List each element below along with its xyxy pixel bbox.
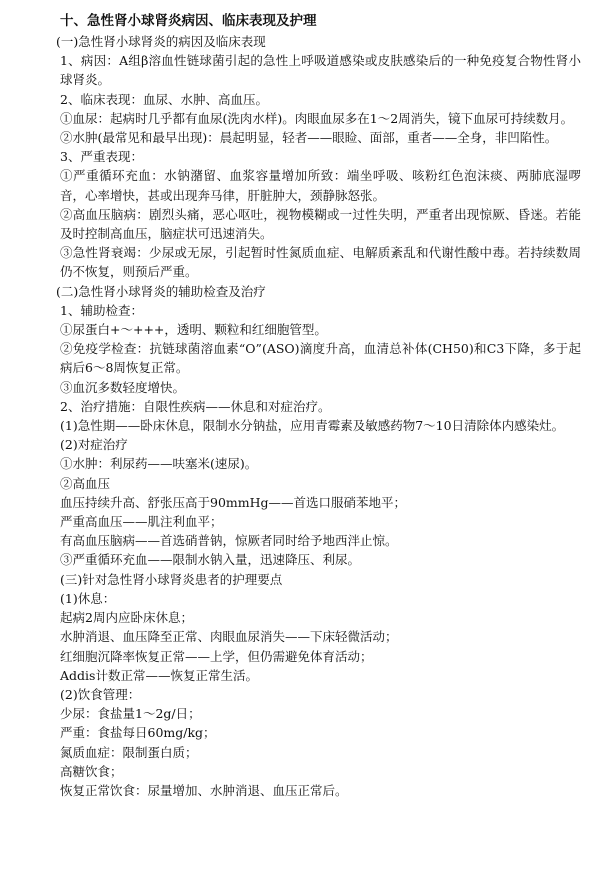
- paragraph: 红细胞沉降率恢复正常——上学，但仍需避免体育活动；: [60, 648, 373, 664]
- paragraph: ②免疫学检查：抗链球菌溶血素“O”(ASO)滴度升高，血清总补体(CH50)和C3下降，多于起病后6～8周恢复正常。: [60, 341, 581, 376]
- paragraph: ③严重循环充血——限制水钠入量，迅速降压、利尿。: [60, 552, 361, 568]
- paragraph: 高糖饮食；: [60, 763, 123, 779]
- paragraph: 严重：食盐每日60mg/kg；: [60, 725, 216, 741]
- paragraph: 3、严重表现：: [60, 149, 143, 165]
- page-title: 十、急性肾小球肾炎病因、临床表现及护理: [60, 13, 317, 29]
- paragraph: 起病2周内应卧床休息；: [60, 610, 193, 626]
- section-heading: (一)急性肾小球肾炎的病因及临床表现: [56, 34, 266, 49]
- paragraph: (2)饮食管理：: [60, 686, 141, 702]
- paragraph: (三)针对急性肾小球肾炎患者的护理要点: [60, 571, 283, 587]
- paragraph: ①严重循环充血：水钠潴留、血浆容量增加所致：端坐呼吸、咳粉红色泡沫痰、两肺底湿啰音，心率增快，甚或出现奔马律，肝脏肿大，颈静脉怒张。: [60, 168, 581, 203]
- paragraph: 2、治疗措施：自限性疾病——休息和对症治疗。: [60, 398, 331, 414]
- paragraph: (2)对症治疗: [60, 437, 128, 453]
- paragraph: ②高血压脑病：剧烈头痛，恶心呕吐，视物模糊或一过性失明，严重者出现惊厥、昏迷。若能及时控制高血压，脑症状可迅速消失。: [60, 206, 581, 242]
- document-body: [56, 32, 581, 800]
- paragraph: ①血尿：起病时几乎都有血尿(洗肉水样)。肉眼血尿多在1～2周消失，镜下血尿可持续数月。: [60, 110, 574, 126]
- paragraph: (1)休息：: [60, 590, 116, 606]
- paragraph: 水肿消退、血压降至正常、肉眼血尿消失——下床轻微活动；: [60, 629, 398, 645]
- paragraph: Addis计数正常——恢复正常生活。: [60, 667, 258, 683]
- paragraph: 氮质血症：限制蛋白质；: [60, 744, 198, 760]
- paragraph: ③血沉多数轻度增快。: [60, 379, 186, 395]
- paragraph: ①水肿：利尿药——呋塞米(速尿)。: [60, 456, 258, 472]
- paragraph: ②高血压: [60, 475, 111, 491]
- paragraph: (1)急性期——卧床休息，限制水分钠盐，应用青霉素及敏感药物7～10日清除体内感染灶。: [60, 418, 565, 434]
- paragraph: 血压持续升高、舒张压高于90mmHg——首选口服硝苯地平；: [60, 494, 407, 510]
- paragraph: 严重高血压——肌注利血平；: [60, 514, 223, 530]
- paragraph: 有高血压脑病——首选硝普钠，惊厥者同时给予地西泮止惊。: [60, 533, 398, 549]
- paragraph: 恢复正常饮食：尿量增加、水肿消退、血压正常后。: [60, 782, 348, 798]
- paragraph: ③急性肾衰竭：少尿或无尿，引起暂时性氮质血症、电解质紊乱和代谢性酸中毒。若持续数周仍不恢复，则预后严重。: [60, 245, 581, 280]
- paragraph: 1、辅助检查：: [60, 302, 143, 318]
- paragraph: ①尿蛋白+～+++，透明、颗粒和红细胞管型。: [60, 322, 327, 338]
- paragraph: ②水肿(最常见和最早出现)：晨起明显，轻者——眼睑、面部，重者——全身，非凹陷性。: [60, 130, 558, 146]
- paragraph: 少尿：食盐量1～2g/日；: [60, 706, 201, 722]
- paragraph: 2、临床表现：血尿、水肿、高血压。: [60, 91, 268, 107]
- section-heading: (二)急性肾小球肾炎的辅助检查及治疗: [56, 283, 266, 299]
- paragraph: 1、病因：A组β溶血性链球菌引起的急性上呼吸道感染或皮肤感染后的一种免疫复合物性肾小球肾炎。: [60, 53, 581, 88]
